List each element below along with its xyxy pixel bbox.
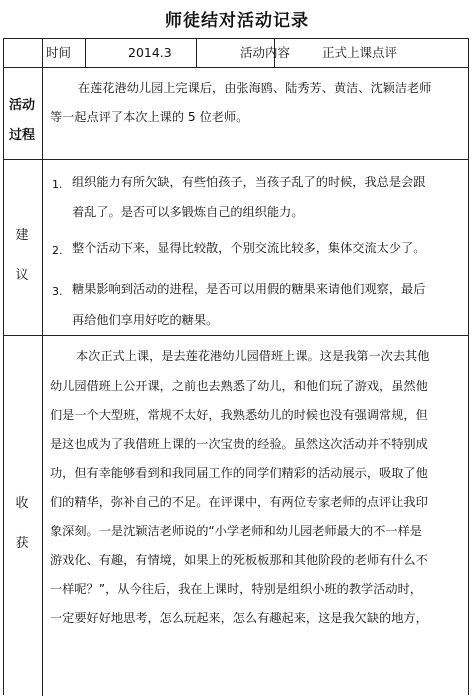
content-value: 正式上课点评 (322, 45, 398, 60)
harvest-line-8: 游戏化、有趣，有情境，如果上的死板板那和其他阶段的老师有什么不 (50, 553, 428, 567)
suggestion-num-2: 2. (52, 244, 63, 257)
suggestion-num-3: 3. (52, 285, 63, 298)
harvest-line-5: 功，但有幸能够看到和我同届工作的同学们精彩的活动展示，吸取了他 (50, 466, 428, 480)
harvest-line-4: 是这也成为了我借班上课的一次宝贵的经验。虽然这次活动并不特别成 (50, 437, 428, 451)
suggestion-num-1: 1. (52, 178, 63, 191)
page-title: 师徒结对活动记录 (165, 11, 309, 31)
suggestion-label-2: 议 (15, 268, 29, 283)
suggestion-label-1: 建 (15, 228, 29, 243)
time-label: 时间 (46, 45, 72, 60)
process-label-1: 活动 (8, 98, 35, 113)
time-value: 2014.3 (128, 45, 172, 60)
content-label: 活动内容 (240, 45, 291, 60)
suggestion-1-line-1: 组织能力有所欠缺，有些怕孩子，当孩子乱了的时候，我总是会跟 (72, 175, 426, 189)
harvest-line-7: 象深刻。一是沈颖洁老师说的“小学老师和幼儿园老师最大的不一样是 (50, 524, 422, 538)
process-line-1: 在莲花港幼儿园上完课后，由张海鸥、陆秀芳、黄洁、沈颖洁老师 (78, 81, 432, 95)
harvest-line-6: 们的精华，弥补自己的不足。在评课中，有两位专家老师的点评让我印 (50, 495, 428, 509)
suggestion-2-line-1: 整个活动下来，显得比较散，个别交流比较多，集体交流太少了。 (72, 241, 426, 255)
suggestion-3-line-2: 再给他们享用好吃的糖果。 (72, 313, 219, 327)
harvest-line-1: 本次正式上课，是去莲花港幼儿园借班上课。这是我第一次去其他 (76, 349, 430, 363)
process-line-2: 等一起点评了本次上课的 5 位老师。 (50, 110, 249, 124)
harvest-line-10: 一定要好好地思考，怎么玩起来，怎么有趣起来，这是我欠缺的地方， (50, 611, 428, 625)
harvest-label-1: 收 (15, 496, 29, 511)
harvest-line-2: 幼儿园借班上公开课，之前也去熟悉了幼儿，和他们玩了游戏，虽然他 (50, 379, 428, 393)
harvest-label-2: 获 (15, 536, 29, 551)
harvest-line-9: 一样呢？”，从今往后，我在上课时，特别是组织小班的教学活动时， (50, 582, 422, 596)
process-label-2: 过程 (8, 128, 35, 143)
suggestion-3-line-1: 糖果影响到活动的进程，是否可以用假的糖果来请他们观察，最后 (72, 282, 426, 296)
harvest-line-3: 们是一个大型班，常规不太好，我熟悉幼儿的时候也没有强调常规，但 (50, 408, 428, 422)
suggestion-1-line-2: 着乱了。是否可以多锻炼自己的组织能力。 (72, 205, 304, 219)
